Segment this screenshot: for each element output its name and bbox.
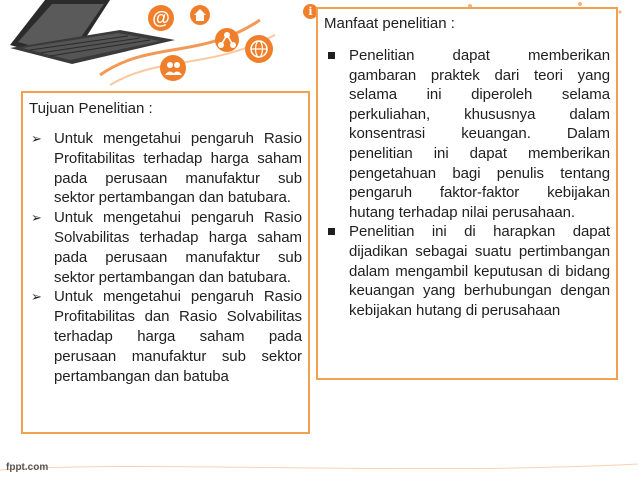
users-icon (160, 55, 186, 81)
list-item: Penelitian dapat memberikan gambaran praktek dari teori yang selama ini diperoleh selama perkuliahan, khususnya dalam konsentrasi keuangan. Dalam penelitian ini dapat memberikan pengetahuan bagi penulis tentang pengaruh faktor-faktor kebijakan hutang terhadap nilai perusahaan. (324, 46, 610, 222)
info-icon: i (303, 4, 318, 19)
square-bullet-icon (328, 52, 335, 59)
list-item: Penelitian ini di harapkan dapat dijadikan sebagai suatu pertimbangan dalam mengambil keputusan di bidang keuangan yang berhubungan dengan kebijakan hutang di perusahaan (324, 222, 610, 320)
globe-icon (245, 35, 273, 63)
arrow-bullet-icon: ➢ (31, 289, 42, 305)
list-item: ➢ Untuk mengetahui pengaruh Rasio Profitabilitas terhadap harga saham pada perusaan manufaktur sub sektor pertambangan dan batubara. (31, 130, 302, 207)
objectives-list (29, 129, 302, 386)
square-bullet-icon (328, 228, 335, 235)
network-icon (215, 28, 239, 52)
at-sign-icon: @ (148, 5, 174, 31)
objectives-panel (21, 91, 310, 434)
arrow-bullet-icon: ➢ (31, 210, 42, 226)
footer-logo: fppt.com (6, 462, 49, 473)
bottom-decoration (0, 440, 638, 479)
arrow-bullet-icon: ➢ (31, 131, 42, 146)
list-item: ➢ Untuk mengetahui pengaruh Rasio Profitabilitas dan Rasio Solvabilitas terhadap harga saham pada perusaan manufaktur sub sektor pertambangan dan batuba (31, 288, 302, 385)
benefits-list (324, 46, 610, 320)
benefits-title: Manfaat penelitian : (324, 15, 455, 32)
benefits-panel (316, 7, 618, 380)
home-icon (190, 5, 210, 25)
objectives-title: Tujuan Penelitian : (29, 100, 153, 117)
list-item: ➢ Untuk mengetahui pengaruh Rasio Solvabilitas terhadap harga saham pada perusaan manufaktur sub sektor pertambangan dan batubara. (31, 209, 302, 286)
